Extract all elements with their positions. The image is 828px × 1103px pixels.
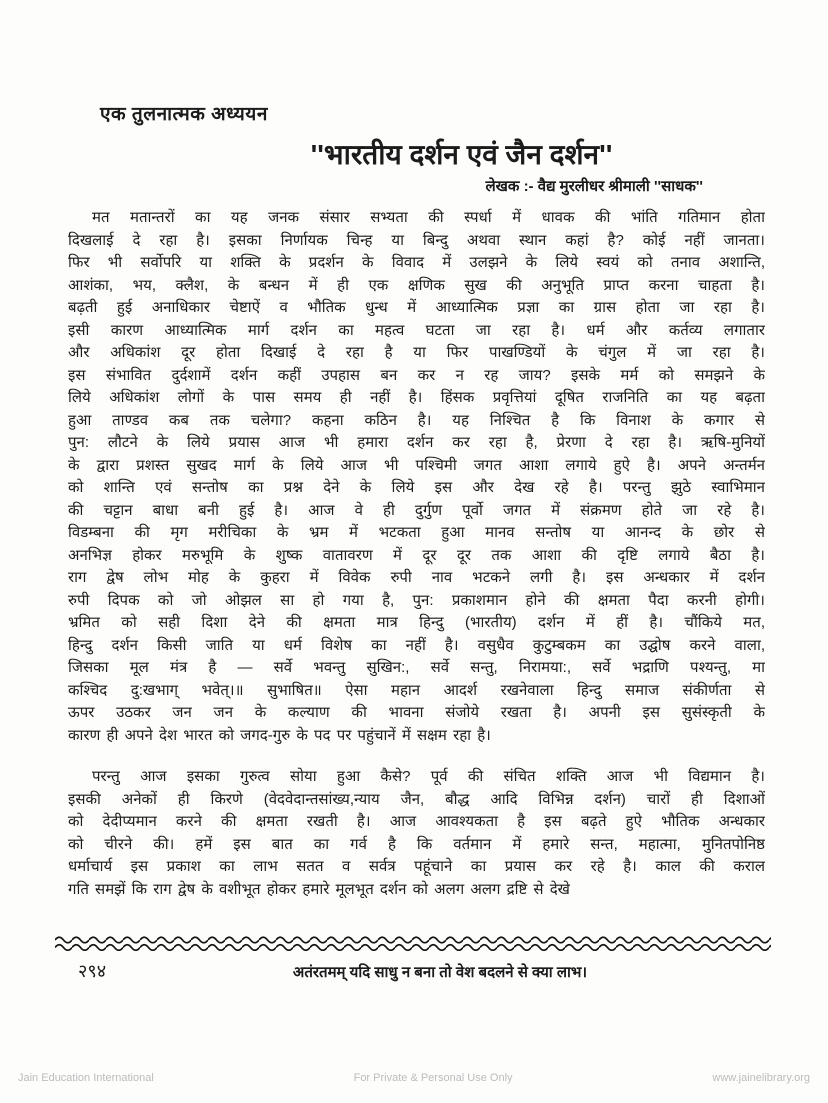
wavy-divider	[55, 936, 771, 952]
library-url: www.jainelibrary.org	[712, 1072, 810, 1084]
text-line: जिसका मूल मंत्र है — सर्वे भवन्तु सुखिन:, सर्वे सन्तु, निरामया:, सर्वे भद्राणि पश्यन्तु, मा	[68, 659, 765, 676]
text-line: को शान्ति एवं सन्तोष का प्रश्न देने के लिये इस और देख रहे है। परन्तु झुठे स्वाभिमान	[68, 479, 765, 496]
text-line: दिखलाई दे रहा है। इसका निर्णायक चिन्ह या बिन्दु अथवा स्थान कहां है? कोई नहीं जानता।	[68, 231, 765, 249]
text-line: की चट्टान बाधा बनी हुई है। आज वे ही दुर्गुण पूर्वो जगत में संक्रमण होते जा रहे है।	[68, 501, 765, 519]
text-line: लिये अधिकांश लोगों के पास समय ही नहीं है। हिंसक प्रवृत्तियां दूषित राजनिति का यह बढ़ता	[68, 389, 765, 406]
text-line: के द्वारा प्रशस्त सुखद मार्ग के लिये आज भी पश्चिमी जगत आशा लगाये हुऐ है। अपने अन्तर्मन	[68, 456, 765, 474]
publisher-bar	[0, 1072, 828, 1084]
text-line: इसकी अनेकों ही किरणे (वेदवेदान्तसांख्य,न्याय जैन, बौद्ध आदि विभिन्न दर्शन) चारों ही दिशाओं	[68, 790, 765, 808]
text-line: फिर भी सर्वोपरि या शक्ति के प्रदर्शन के विवाद में उलझने के लिये स्वयं को तनाव अशान्ति,	[68, 254, 765, 271]
footer-aphorism: अतंरतमम् यदि साधु न बना तो वेश बदलने से क्या लाभ।	[292, 964, 588, 981]
publisher-credit: Jain Education International	[18, 1072, 154, 1084]
text-line: भ्रमित को सही दिशा देने की क्षमता मात्र हिन्दु (भारतीय) दर्शन में हीं है। चौंकिये मत,	[68, 614, 765, 631]
text-line: इसी कारण आध्यात्मिक मार्ग दर्शन का महत्व घटता जा रहा है। धर्म और कर्तव्य लगातार	[68, 321, 765, 339]
text-line: पुन: लौटने के लिये प्रयास आज भी हमारा दर्शन कर रहा है, प्रेरणा दे रहा है। ऋषि-मुनियों	[68, 434, 765, 451]
text-line: ऊपर उठकर जन जन के कल्याण की भावना संजोये रखता है। अपनी इस सुसंस्कृती के	[68, 704, 765, 721]
text-line: बढ़ती हुई अनाधिकार चेष्टाऐं व भौतिक धुन्ध में आध्यात्मिक प्रज्ञा का ग्रास होता जा रहा है।	[68, 299, 765, 316]
page-content	[68, 0, 765, 901]
page-number: २९४	[78, 961, 107, 981]
text-line: आशंका, भय, क्लैश, के बन्धन में ही एक क्षणिक सुख की अनुभूति प्राप्त करना चाहता है।	[68, 276, 765, 294]
section-heading: एक तुलनात्मक अध्ययन	[100, 104, 268, 125]
text-line: गति समझें कि राग द्वेष के वशीभूत होकर हमारे मूलभूत दर्शन को अलग अलग द्रष्टि से देखे	[68, 880, 570, 898]
text-line: विडम्बना की मृग मरीचिका के भ्रम में भटकता हुआ मानव सन्तोष या आनन्द के छोर से	[68, 524, 765, 541]
article-title: ''भारतीय दर्शन एवं जैन दर्शन''	[310, 139, 613, 170]
text-line: धर्माचार्य इस प्रकाश का लाभ सतत व सर्वत्र पहूंचाने का प्रयास कर रहे है। काल की कराल	[68, 858, 765, 875]
paragraph-1	[68, 207, 765, 747]
text-line: और अधिकांश दूर होता दिखाई दे रहा है या फिर पाखण्डियों के चंगुल में जा रहा है।	[68, 344, 765, 361]
text-line: राग द्वेष लोभ मोह के कुहरा में विवेक रुपी नाव भटकने लगी है। इस अन्धकार में दर्शन	[68, 569, 765, 586]
text-line: अनभिज्ञ होकर मरुभूमि के शुष्क वातावरण में दूर दूर तक आशा की दृष्टि लगाये बैठा है।	[68, 546, 765, 564]
text-line: कारण ही अपने देश भारत को जगद-गुरु के पद पर पहुंचानें में सक्षम रहा है।	[68, 726, 491, 744]
text-line: को चीरने की। हमें इस बात का गर्व है कि वर्तमान में हमारे सन्त, महात्मा, मुनितपोनिष्ठ	[68, 835, 765, 853]
usage-notice: For Private & Personal Use Only	[353, 1072, 513, 1084]
author-byline: लेखक :- वैद्य मुरलीधर श्रीमाली ''साधक''	[485, 178, 703, 195]
text-line: मत मतान्तरों का यह जनक संसार सभ्यता की स्पर्धा में धावक की भांति गतिमान होता	[92, 209, 765, 226]
text-line: हिन्दु दर्शन किसी जाति या धर्म विशेष का नहीं है। वसुधैव कुटुम्बकम का उद्घोष करने वाला,	[68, 636, 765, 654]
text-line: कश्चिद दु:खभाग् भवेत्।॥ सुभाषित॥ ऐसा महान आदर्श रखनेवाला हिन्दु समाज संकीर्णता से	[68, 681, 765, 699]
text-line: इस संभावित दुर्दशामें दर्शन कहीं उपहास बन कर न रह जाय? इसके मर्म को समझने के	[68, 366, 765, 384]
article-body	[68, 207, 765, 901]
text-line: हुआ ताण्डव कब तक चलेगा? कहना कठिन है। यह निश्चित है कि विनाश के कगार से	[68, 411, 765, 429]
page-footer	[0, 959, 828, 987]
text-line: को देदीप्यमान करने की क्षमता रखती है। आज आवश्यकता है इस बढ़ते हुऐ भौतिक अन्धकार	[68, 813, 765, 830]
text-line: रुपी दिपक को जो ओझल सा हो गया है, पुन: प्रकाशमान होने की क्षमता पैदा करनी होगी।	[68, 591, 765, 609]
text-line: परन्तु आज इसका गुरुत्व सोया हुआ कैसे? पूर्व की संचित शक्ति आज भी विद्यमान है।	[92, 768, 765, 785]
paragraph-2	[68, 766, 765, 901]
